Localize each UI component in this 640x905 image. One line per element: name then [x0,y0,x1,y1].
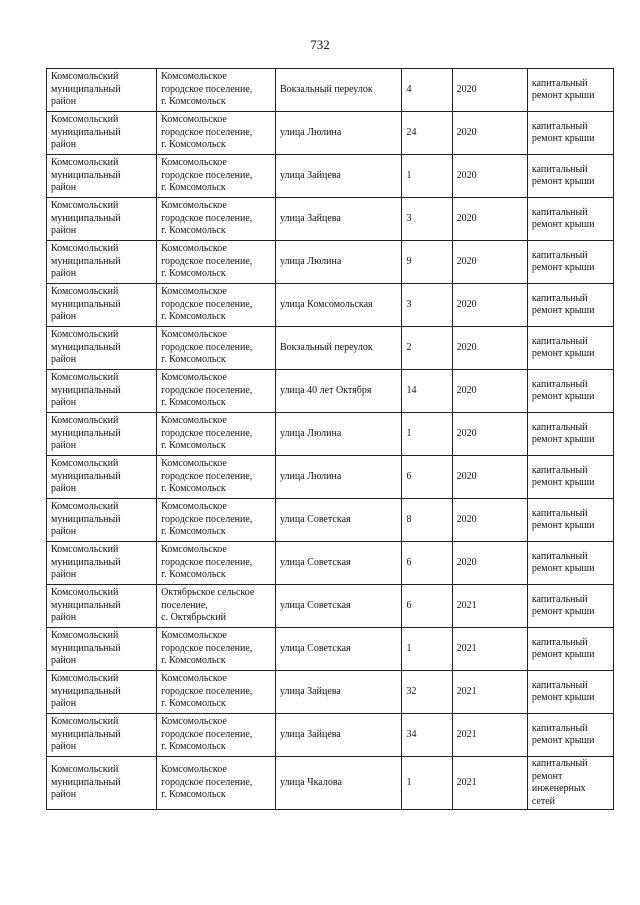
street-cell: улица Люлина [275,456,401,499]
street-cell: улица 40 лет Октября [275,370,401,413]
settlement-cell: Комсомольское городское поселение, г. Комсомольск [157,714,276,757]
street-cell: улица Зайцева [275,714,401,757]
house-number-cell: 1 [402,628,452,671]
year-cell: 2021 [452,757,527,810]
street-cell: улица Люлина [275,241,401,284]
house-number-cell: 6 [402,542,452,585]
house-number-cell: 3 [402,198,452,241]
district-cell: Комсомольский муниципальный район [47,413,157,456]
table-row [47,284,614,327]
street-cell: улица Зайцева [275,671,401,714]
year-cell: 2020 [452,456,527,499]
work-type-cell: капитальный ремонт крыши [527,671,613,714]
settlement-cell: Комсомольское городское поселение, г. Комсомольск [157,456,276,499]
house-number-cell: 8 [402,499,452,542]
district-cell: Комсомольский муниципальный район [47,585,157,628]
settlement-cell: Комсомольское городское поселение, г. Комсомольск [157,198,276,241]
district-cell: Комсомольский муниципальный район [47,542,157,585]
work-type-cell: капитальный ремонт крыши [527,714,613,757]
table-row [47,327,614,370]
settlement-cell: Комсомольское городское поселение, г. Комсомольск [157,241,276,284]
house-number-cell: 2 [402,327,452,370]
table-row [47,757,614,810]
year-cell: 2021 [452,714,527,757]
district-cell: Комсомольский муниципальный район [47,671,157,714]
district-cell: Комсомольский муниципальный район [47,112,157,155]
street-cell: Вокзальный переулок [275,327,401,370]
street-cell: улица Чкалова [275,757,401,810]
house-number-cell: 3 [402,284,452,327]
house-number-cell: 6 [402,585,452,628]
settlement-cell: Комсомольское городское поселение, г. Комсомольск [157,628,276,671]
year-cell: 2020 [452,542,527,585]
repair-schedule-table [46,68,614,810]
district-cell: Комсомольский муниципальный район [47,155,157,198]
street-cell: улица Люлина [275,413,401,456]
year-cell: 2020 [452,112,527,155]
work-type-cell: капитальный ремонт крыши [527,284,613,327]
district-cell: Комсомольский муниципальный район [47,198,157,241]
settlement-cell: Комсомольское городское поселение, г. Комсомольск [157,327,276,370]
year-cell: 2020 [452,241,527,284]
house-number-cell: 32 [402,671,452,714]
work-type-cell: капитальный ремонт крыши [527,155,613,198]
street-cell: улица Комсомольская [275,284,401,327]
house-number-cell: 9 [402,241,452,284]
table-row [47,585,614,628]
street-cell: улица Советская [275,628,401,671]
work-type-cell: капитальный ремонт крыши [527,585,613,628]
house-number-cell: 14 [402,370,452,413]
district-cell: Комсомольский муниципальный район [47,69,157,112]
work-type-cell: капитальный ремонт крыши [527,370,613,413]
table-row [47,241,614,284]
settlement-cell: Комсомольское городское поселение, г. Комсомольск [157,69,276,112]
work-type-cell: капитальный ремонт крыши [527,413,613,456]
work-type-cell: капитальный ремонт крыши [527,499,613,542]
work-type-cell: капитальный ремонт крыши [527,198,613,241]
settlement-cell: Комсомольское городское поселение, г. Комсомольск [157,499,276,542]
table-row [47,112,614,155]
year-cell: 2021 [452,628,527,671]
street-cell: улица Советская [275,585,401,628]
table-row [47,714,614,757]
table-row [47,413,614,456]
year-cell: 2020 [452,327,527,370]
table-row [47,671,614,714]
district-cell: Комсомольский муниципальный район [47,628,157,671]
year-cell: 2020 [452,198,527,241]
work-type-cell: капитальный ремонт крыши [527,456,613,499]
year-cell: 2020 [452,284,527,327]
work-type-cell: капитальный ремонт крыши [527,241,613,284]
settlement-cell: Комсомольское городское поселение, г. Комсомольск [157,671,276,714]
table-row [47,370,614,413]
settlement-cell: Комсомольское городское поселение, г. Комсомольск [157,413,276,456]
year-cell: 2021 [452,585,527,628]
district-cell: Комсомольский муниципальный район [47,456,157,499]
work-type-cell: капитальный ремонт инженерных сетей [527,757,613,810]
district-cell: Комсомольский муниципальный район [47,499,157,542]
settlement-cell: Октябрьское сельское поселение, с. Октябрьский [157,585,276,628]
house-number-cell: 1 [402,155,452,198]
table-row [47,499,614,542]
house-number-cell: 4 [402,69,452,112]
district-cell: Комсомольский муниципальный район [47,241,157,284]
work-type-cell: капитальный ремонт крыши [527,69,613,112]
table-row [47,198,614,241]
table-row [47,155,614,198]
settlement-cell: Комсомольское городское поселение, г. Комсомольск [157,370,276,413]
street-cell: Вокзальный переулок [275,69,401,112]
work-type-cell: капитальный ремонт крыши [527,327,613,370]
house-number-cell: 34 [402,714,452,757]
district-cell: Комсомольский муниципальный район [47,327,157,370]
settlement-cell: Комсомольское городское поселение, г. Комсомольск [157,284,276,327]
table-row [47,69,614,112]
house-number-cell: 1 [402,413,452,456]
district-cell: Комсомольский муниципальный район [47,757,157,810]
work-type-cell: капитальный ремонт крыши [527,542,613,585]
street-cell: улица Советская [275,499,401,542]
year-cell: 2020 [452,155,527,198]
work-type-cell: капитальный ремонт крыши [527,628,613,671]
page-number: 732 [310,37,330,52]
district-cell: Комсомольский муниципальный район [47,370,157,413]
work-type-cell: капитальный ремонт крыши [527,112,613,155]
table-row [47,542,614,585]
year-cell: 2020 [452,370,527,413]
district-cell: Комсомольский муниципальный район [47,714,157,757]
street-cell: улица Зайцева [275,198,401,241]
street-cell: улица Зайцева [275,155,401,198]
house-number-cell: 24 [402,112,452,155]
district-cell: Комсомольский муниципальный район [47,284,157,327]
year-cell: 2020 [452,499,527,542]
settlement-cell: Комсомольское городское поселение, г. Комсомольск [157,155,276,198]
year-cell: 2020 [452,413,527,456]
street-cell: улица Люлина [275,112,401,155]
house-number-cell: 1 [402,757,452,810]
settlement-cell: Комсомольское городское поселение, г. Комсомольск [157,542,276,585]
settlement-cell: Комсомольское городское поселение, г. Комсомольск [157,757,276,810]
house-number-cell: 6 [402,456,452,499]
year-cell: 2020 [452,69,527,112]
table-row [47,456,614,499]
settlement-cell: Комсомольское городское поселение, г. Комсомольск [157,112,276,155]
year-cell: 2021 [452,671,527,714]
street-cell: улица Советская [275,542,401,585]
table-row [47,628,614,671]
